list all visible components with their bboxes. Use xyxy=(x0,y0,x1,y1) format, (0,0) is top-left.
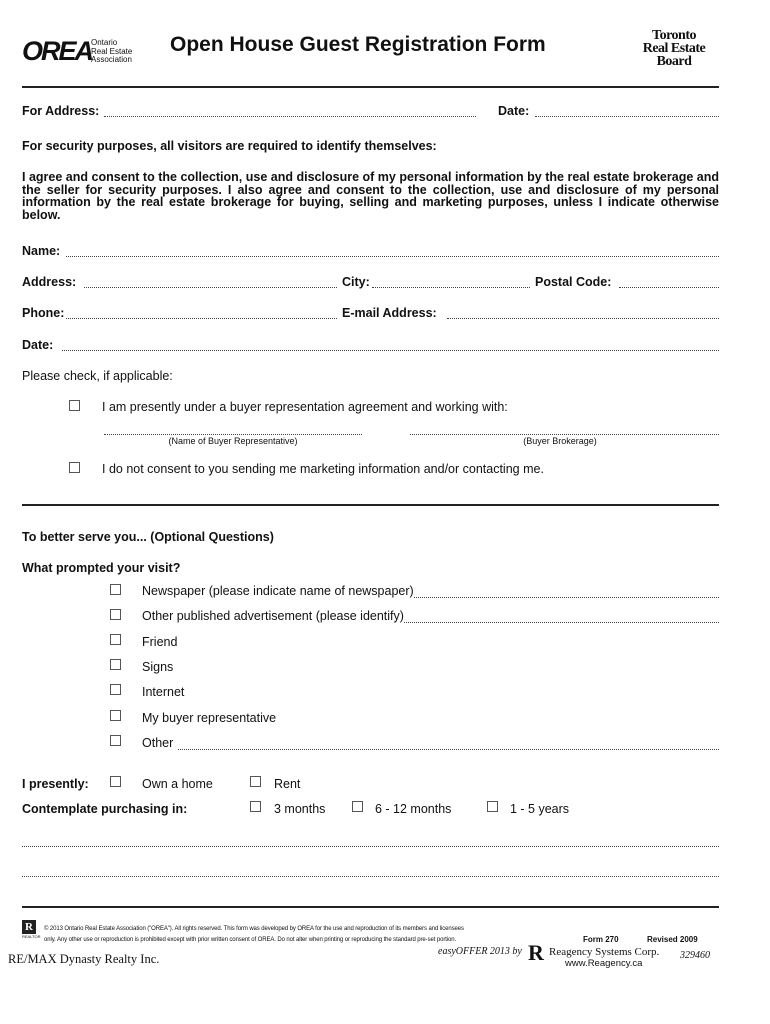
reagency-name: Reagency Systems Corp. xyxy=(549,946,660,958)
date-label: Date: xyxy=(22,338,54,352)
top-date-field[interactable] xyxy=(535,116,719,117)
option-checkbox[interactable] xyxy=(110,584,121,595)
own-home-label: Own a home xyxy=(142,777,213,791)
serial-number: 329460 xyxy=(680,950,710,961)
security-notice: For security purposes, all visitors are required to identify themselves: xyxy=(22,139,437,153)
copyright-line-1: © 2013 Ontario Real Estate Association ("OREA"). All rights reserved. This form was developed by OREA for the use and reproduction of its members and licensees xyxy=(44,926,464,932)
treb-logo xyxy=(628,29,720,68)
copyright-text xyxy=(44,924,464,946)
postal-code-label: Postal Code: xyxy=(535,275,612,289)
option-label: Internet xyxy=(142,685,185,699)
prompted-question: What prompted your visit? xyxy=(22,561,181,575)
no-consent-checkbox[interactable] xyxy=(69,462,80,473)
city-label: City: xyxy=(342,275,370,289)
top-date-label: Date: xyxy=(498,104,530,118)
for-address-field[interactable] xyxy=(104,116,476,117)
section-rule xyxy=(22,504,719,506)
postal-code-field[interactable] xyxy=(619,287,719,288)
board-line-1: Toronto xyxy=(652,28,696,43)
option-label: Other published advertisement (please identify) xyxy=(142,609,404,623)
option-label: Friend xyxy=(142,635,178,649)
phone-label: Phone: xyxy=(22,306,65,320)
assoc-line-3: Association xyxy=(91,55,132,64)
advertisement-field[interactable] xyxy=(404,622,719,623)
phone-field[interactable] xyxy=(66,318,337,319)
city-field[interactable] xyxy=(372,287,530,288)
easyoffer-credit: easyOFFER 2013 by xyxy=(438,946,522,957)
email-field[interactable] xyxy=(447,318,719,319)
revised-date: Revised 2009 xyxy=(647,935,698,944)
realtor-mark: REALTOR xyxy=(22,934,41,939)
realtor-icon: R xyxy=(22,920,36,934)
name-label: Name: xyxy=(22,244,61,258)
three-months-label: 3 months xyxy=(274,802,326,816)
brokerage-name: RE/MAX Dynasty Realty Inc. xyxy=(8,952,160,966)
realtor-logo xyxy=(22,920,40,939)
please-check-text: Please check, if applicable: xyxy=(22,369,173,383)
assoc-line-2: Real Estate xyxy=(91,46,133,56)
option-checkbox[interactable] xyxy=(110,710,121,721)
contemplate-label: Contemplate purchasing in: xyxy=(22,802,188,816)
presently-label: I presently: xyxy=(22,777,89,791)
copyright-line-2: only. Any other use or reproduction is prohibited except with prior written consent of OREA. Do not alter when printing or reproducing the standard pre-set portion. xyxy=(44,937,457,943)
option-label: Signs xyxy=(142,660,174,674)
buyer-rep-field[interactable] xyxy=(104,434,362,435)
board-line-2: Real Estate xyxy=(642,41,706,56)
optional-heading: To better serve you... (Optional Questions) xyxy=(22,530,274,544)
for-address-label: For Address: xyxy=(22,104,100,118)
buyer-agreement-checkbox[interactable] xyxy=(69,400,80,411)
email-label: E-mail Address: xyxy=(342,306,437,320)
option-checkbox[interactable] xyxy=(110,684,121,695)
header-rule xyxy=(22,86,719,88)
buyer-brokerage-caption: (Buyer Brokerage) xyxy=(523,436,597,446)
option-checkbox[interactable] xyxy=(110,735,121,746)
address-label: Address: xyxy=(22,275,77,289)
own-home-checkbox[interactable] xyxy=(110,776,121,787)
footer-rule xyxy=(22,906,719,908)
buyer-brokerage-field[interactable] xyxy=(410,434,719,435)
address-field[interactable] xyxy=(84,287,337,288)
option-label: My buyer representative xyxy=(142,711,277,725)
form-number: Form 270 xyxy=(583,935,619,944)
name-field[interactable] xyxy=(66,256,719,257)
comments-line-2[interactable] xyxy=(22,876,719,877)
option-checkbox[interactable] xyxy=(110,659,121,670)
option-label: Newspaper (please indicate name of newspaper) xyxy=(142,584,414,598)
page-title: Open House Guest Registration Form xyxy=(170,33,546,56)
consent-text: I agree and consent to the collection, use and disclosure of my personal information by the real estate brokerage and the seller for security purposes. I also agree and consent to the collection, use and disclosure of my personal information by the real estate brokerage for buying, selling and marketing purposes, unless I indicate otherwise below. xyxy=(22,170,719,222)
three-months-checkbox[interactable] xyxy=(250,801,261,812)
reagency-url[interactable]: www.Reagency.ca xyxy=(565,958,643,969)
option-checkbox[interactable] xyxy=(110,634,121,645)
one-five-years-label: 1 - 5 years xyxy=(510,802,570,816)
orea-logo-text: OREA xyxy=(22,36,93,66)
rent-label: Rent xyxy=(274,777,301,791)
newspaper-field[interactable] xyxy=(414,597,719,598)
comments-line-1[interactable] xyxy=(22,846,719,847)
orea-assoc-name xyxy=(91,39,151,65)
no-consent-text: I do not consent to you sending me marketing information and/or contacting me. xyxy=(102,462,544,476)
option-checkbox[interactable] xyxy=(110,609,121,620)
six-twelve-months-label: 6 - 12 months xyxy=(375,802,452,816)
reagency-logo-icon: R xyxy=(528,940,544,965)
assoc-line-1: Ontario xyxy=(91,38,118,47)
other-field[interactable] xyxy=(178,749,719,750)
date-field[interactable] xyxy=(62,350,719,351)
board-line-3: Board xyxy=(656,54,692,69)
one-five-years-checkbox[interactable] xyxy=(487,801,498,812)
six-twelve-months-checkbox[interactable] xyxy=(352,801,363,812)
option-label: Other xyxy=(142,736,174,750)
buyer-rep-caption: (Name of Buyer Representative) xyxy=(168,436,298,446)
rent-checkbox[interactable] xyxy=(250,776,261,787)
buyer-agreement-text: I am presently under a buyer representation agreement and working with: xyxy=(102,400,508,414)
